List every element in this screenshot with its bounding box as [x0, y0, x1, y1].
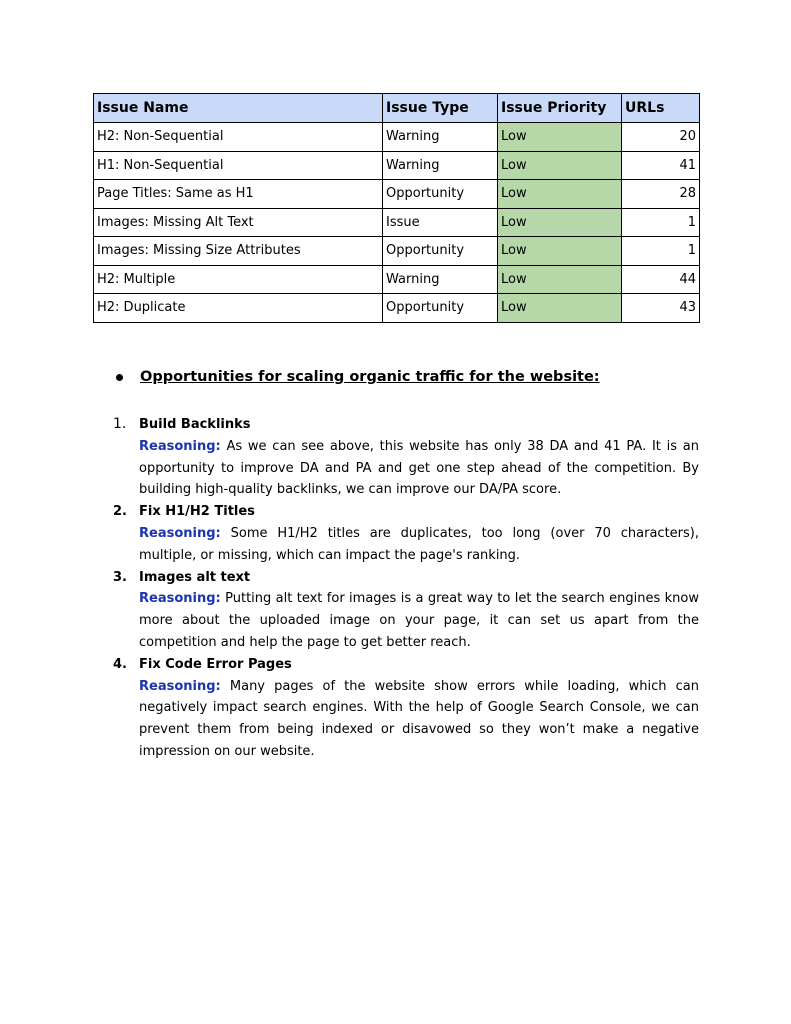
list-item — [113, 501, 699, 566]
list-item-body — [139, 588, 699, 653]
reasoning-label: Reasoning: — [139, 591, 221, 607]
cell-urls: 20 — [622, 123, 700, 152]
list-item-body — [139, 676, 699, 763]
reasoning-label: Reasoning: — [139, 525, 221, 541]
cell-issue-priority: Low — [498, 208, 622, 237]
reasoning-text: Putting alt text for images is a great way to let the search engines know more about the uploaded image on your page, it can set us apart from the competition and help the page to get better reach. — [139, 591, 699, 650]
table-row — [94, 180, 700, 209]
cell-issue-priority: Low — [498, 294, 622, 323]
cell-issue-name: H2: Non-Sequential — [94, 123, 383, 152]
cell-issue-name: H2: Duplicate — [94, 294, 383, 323]
cell-issue-priority: Low — [498, 265, 622, 294]
cell-issue-type: Warning — [383, 123, 498, 152]
list-item-number: 4. — [113, 656, 127, 672]
cell-urls: 28 — [622, 180, 700, 209]
list-item-title: Images alt text — [139, 569, 251, 585]
header-issue-type: Issue Type — [383, 94, 498, 123]
list-item-number: 2. — [113, 504, 127, 520]
cell-urls: 43 — [622, 294, 700, 323]
section-heading-text: Opportunities for scaling organic traffic for the website: — [140, 369, 600, 385]
header-issue-name: Issue Name — [94, 94, 383, 123]
list-item — [113, 654, 699, 763]
cell-issue-type: Issue — [383, 208, 498, 237]
table-row — [94, 294, 700, 323]
list-item-number: 1. — [113, 416, 127, 432]
list-item-number: 3. — [113, 569, 127, 585]
cell-urls: 41 — [622, 151, 700, 180]
table-row — [94, 208, 700, 237]
table-row — [94, 265, 700, 294]
list-item-body — [139, 436, 699, 501]
cell-issue-name: Page Titles: Same as H1 — [94, 180, 383, 209]
header-issue-priority: Issue Priority — [498, 94, 622, 123]
section-heading — [116, 369, 600, 385]
cell-issue-type: Warning — [383, 151, 498, 180]
cell-issue-type: Opportunity — [383, 180, 498, 209]
cell-urls: 1 — [622, 237, 700, 266]
list-item — [113, 567, 699, 654]
reasoning-label: Reasoning: — [139, 678, 221, 694]
cell-issue-priority: Low — [498, 151, 622, 180]
table-row — [94, 123, 700, 152]
cell-issue-priority: Low — [498, 180, 622, 209]
reasoning-label: Reasoning: — [139, 438, 221, 454]
list-item-body — [139, 523, 699, 567]
cell-issue-name: H2: Multiple — [94, 265, 383, 294]
cell-issue-type: Opportunity — [383, 294, 498, 323]
bullet-icon — [116, 374, 123, 381]
cell-issue-priority: Low — [498, 123, 622, 152]
opportunities-list — [113, 414, 699, 763]
cell-urls: 44 — [622, 265, 700, 294]
cell-urls: 1 — [622, 208, 700, 237]
table-row — [94, 237, 700, 266]
list-item-title: Fix Code Error Pages — [139, 656, 292, 672]
table-row — [94, 151, 700, 180]
list-item-title: Build Backlinks — [139, 417, 251, 432]
table-header-row — [94, 94, 700, 123]
list-item-title: Fix H1/H2 Titles — [139, 504, 255, 520]
cell-issue-name: Images: Missing Alt Text — [94, 208, 383, 237]
reasoning-text: Some H1/H2 titles are duplicates, too long (over 70 characters), multiple, or missing, which can impact the page's ranking. — [139, 525, 699, 563]
reasoning-text: Many pages of the website show errors while loading, which can negatively impact search engines. With the help of Google Search Console, we can prevent them from being indexed or disavowed so they won’t make a negative impression on our website. — [139, 678, 699, 759]
cell-issue-name: Images: Missing Size Attributes — [94, 237, 383, 266]
cell-issue-priority: Low — [498, 237, 622, 266]
list-item — [113, 414, 699, 501]
cell-issue-name: H1: Non-Sequential — [94, 151, 383, 180]
header-urls: URLs — [622, 94, 700, 123]
cell-issue-type: Warning — [383, 265, 498, 294]
cell-issue-type: Opportunity — [383, 237, 498, 266]
issues-table — [93, 93, 700, 323]
reasoning-text: As we can see above, this website has only 38 DA and 41 PA. It is an opportunity to improve DA and PA and get one step ahead of the competition. By building high-quality backlinks, we can improve our DA/PA score. — [139, 438, 699, 498]
